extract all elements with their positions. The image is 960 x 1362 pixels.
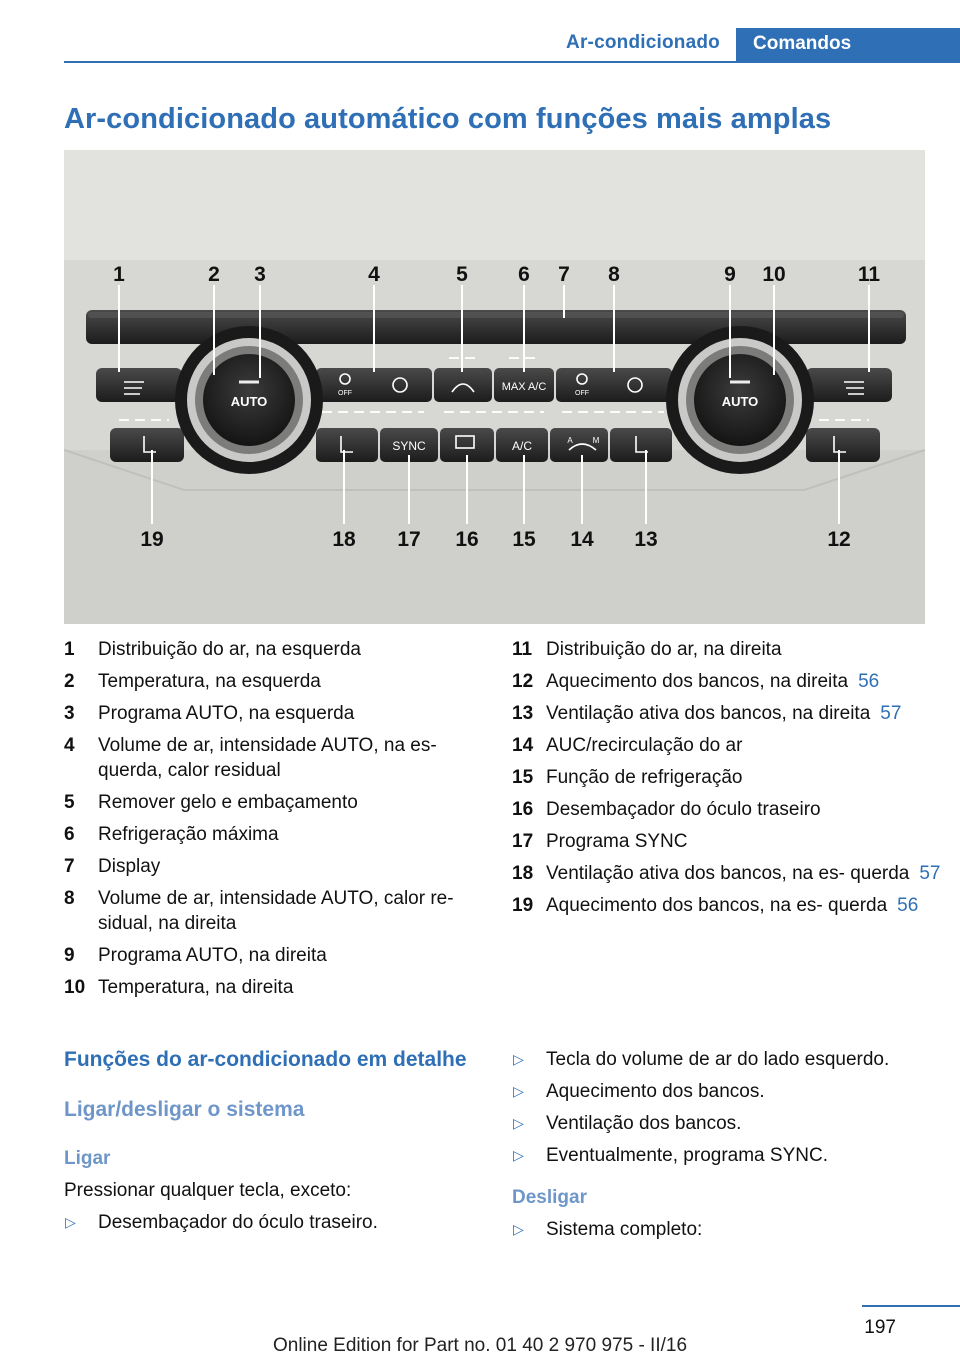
legend-item-18 [512, 861, 942, 886]
header-section-title: Ar-condicionado [566, 32, 720, 53]
legend-text [98, 790, 484, 815]
legend-item-1 [64, 637, 484, 662]
ligar-bullets-right [512, 1047, 942, 1168]
callout-16: 16 [455, 528, 479, 551]
legend-description: Desembaçador do óculo traseiro [546, 799, 821, 820]
callout-3: 3 [254, 263, 266, 286]
section-subheading: Ligar/desligar o sistema [64, 1098, 305, 1121]
callout-11: 11 [857, 263, 881, 286]
page-title: Ar-condicionado automático com funções mais amplas [64, 103, 832, 135]
ligar-bullets-left [64, 1210, 484, 1235]
legend-number: 14 [512, 735, 534, 756]
legend-text [98, 975, 484, 1000]
legend-item-5 [64, 790, 484, 815]
list-item-text: Aquecimento dos bancos. [546, 1081, 765, 1102]
callout-12: 12 [827, 528, 851, 551]
legend-description: Distribuição do ar, na esquerda [98, 639, 361, 660]
callout-15: 15 [512, 528, 536, 551]
callout-6: 6 [518, 263, 530, 286]
callout-4: 4 [368, 263, 380, 286]
callout-13: 13 [634, 528, 658, 551]
sync-label: SYNC [392, 439, 426, 453]
legend-item-12 [512, 669, 942, 694]
header-tab-comandos[interactable]: Comandos [736, 28, 960, 61]
legend-text [546, 669, 942, 694]
legend-description: Temperatura, na esquerda [98, 671, 321, 692]
legend-description: Temperatura, na direita [98, 977, 294, 998]
legend-item-10 [64, 975, 484, 1000]
list-item-text: Desembaçador do óculo traseiro. [98, 1212, 378, 1233]
legend-description: Programa AUTO, na direita [98, 945, 327, 966]
left-auto-label: AUTO [230, 394, 268, 409]
header-rule [64, 61, 960, 63]
list-item [512, 1079, 942, 1104]
legend-number: 16 [512, 799, 534, 820]
legend-text [546, 797, 942, 822]
legend-text [98, 943, 484, 968]
triangle-bullet-icon: ▷ [513, 1051, 524, 1067]
auc-m-label: M [592, 436, 600, 445]
climate-panel-illustration [64, 150, 925, 624]
legend-number: 19 [512, 895, 534, 916]
legend-text [98, 637, 484, 662]
list-item [512, 1111, 942, 1136]
legend-number: 17 [512, 831, 534, 852]
legend-text [98, 854, 484, 879]
climate-panel-figure [64, 150, 925, 624]
callout-5: 5 [456, 263, 468, 286]
legend-item-6 [64, 822, 484, 847]
legend-description: Ventilação ativa dos bancos, na direita [546, 703, 871, 724]
legend-text [546, 637, 942, 662]
legend-description: Display [98, 856, 161, 877]
callout-2: 2 [208, 263, 220, 286]
callout-19: 19 [140, 528, 164, 551]
auc-a-label: A [567, 436, 573, 445]
legend-number: 15 [512, 767, 534, 788]
legend-description: Volume de ar, intensidade AUTO, na es‐ querda, calor residual [98, 735, 437, 781]
page-reference-link[interactable]: 57 [919, 863, 941, 884]
legend-description: Ventilação ativa dos bancos, na es‐ querda [546, 863, 910, 884]
legend-text [546, 733, 942, 758]
legend-text [98, 669, 484, 694]
legend-description: AUC/recirculação do ar [546, 735, 743, 756]
list-item [512, 1217, 942, 1242]
callout-9: 9 [724, 263, 736, 286]
legend-item-3 [64, 701, 484, 726]
ac-label: A/C [511, 439, 533, 453]
legend-item-16 [512, 797, 942, 822]
legend-description: Volume de ar, intensidade AUTO, calor re‐ sidual, na direita [98, 888, 454, 934]
legend-item-7 [64, 854, 484, 879]
right-auto-label: AUTO [721, 394, 759, 409]
legend-description: Programa AUTO, na esquerda [98, 703, 355, 724]
legend-number: 11 [512, 639, 533, 660]
legend-item-2 [64, 669, 484, 694]
legend-number: 12 [512, 671, 534, 692]
section-left-column [64, 1047, 484, 1242]
triangle-bullet-icon: ▷ [65, 1214, 76, 1230]
legend-text [98, 886, 484, 936]
callout-8: 8 [608, 263, 620, 286]
legend-number: 8 [64, 888, 75, 909]
callout-1: 1 [113, 263, 125, 286]
legend-number: 4 [64, 735, 75, 756]
page-reference-link[interactable]: 57 [880, 703, 902, 724]
callout-10: 10 [762, 263, 786, 286]
legend-description: Refrigeração máxima [98, 824, 279, 845]
callout-18: 18 [332, 528, 356, 551]
page-reference-link[interactable]: 56 [897, 895, 919, 916]
list-item [512, 1047, 942, 1072]
triangle-bullet-icon: ▷ [513, 1115, 524, 1131]
triangle-bullet-icon: ▷ [513, 1147, 524, 1163]
legend-text [98, 733, 484, 783]
callout-14: 14 [570, 528, 594, 551]
ligar-heading: Ligar [64, 1148, 111, 1169]
triangle-bullet-icon: ▷ [513, 1221, 524, 1237]
legend-number: 2 [64, 671, 75, 692]
legend-number: 7 [64, 856, 75, 877]
legend-number: 18 [512, 863, 534, 884]
legend-item-9 [64, 943, 484, 968]
list-item [512, 1143, 942, 1168]
legend-description: Programa SYNC [546, 831, 688, 852]
page-header [0, 28, 960, 64]
legend-number: 10 [64, 977, 86, 998]
legend-text [546, 765, 942, 790]
legend-item-15 [512, 765, 942, 790]
legend-left-column [64, 637, 484, 1007]
left-fan-off-label: OFF [338, 390, 352, 397]
legend-text [98, 822, 484, 847]
legend-description: Aquecimento dos bancos, na direita [546, 671, 849, 692]
legend-text [546, 861, 942, 886]
legend-number: 3 [64, 703, 75, 724]
legend-item-13 [512, 701, 942, 726]
legend-number: 9 [64, 945, 75, 966]
legend-text [98, 701, 484, 726]
legend-number: 5 [64, 792, 75, 813]
footer-rule [862, 1305, 960, 1307]
legend-number: 13 [512, 703, 534, 724]
list-item-text: Ventilação dos bancos. [546, 1113, 742, 1134]
legend-description: Remover gelo e embaçamento [98, 792, 358, 813]
legend-description: Função de refrigeração [546, 767, 743, 788]
legend-item-17 [512, 829, 942, 854]
triangle-bullet-icon: ▷ [513, 1083, 524, 1099]
desligar-heading: Desligar [512, 1187, 587, 1208]
legend-text [546, 829, 942, 854]
legend-text [546, 701, 942, 726]
section-right-column [512, 1047, 942, 1249]
ligar-text: Pressionar qualquer tecla, exceto: [64, 1180, 352, 1201]
legend-item-8 [64, 886, 484, 936]
legend-number: 1 [64, 639, 75, 660]
legend-text [546, 893, 942, 918]
legend-right-column [512, 637, 942, 925]
page-number: 197 [864, 1317, 896, 1338]
list-item-text: Eventualmente, programa SYNC. [546, 1145, 828, 1166]
list-item-text: Tecla do volume de ar do lado esquerdo. [546, 1049, 890, 1070]
legend-number: 6 [64, 824, 75, 845]
legend-description: Aquecimento dos bancos, na es‐ querda [546, 895, 888, 916]
legend-item-14 [512, 733, 942, 758]
page-reference-link[interactable]: 56 [858, 671, 880, 692]
callout-7: 7 [558, 263, 570, 286]
desligar-bullets [512, 1217, 942, 1242]
right-fan-off-label: OFF [575, 390, 589, 397]
section-heading: Funções do ar-condicionado em detalhe [64, 1048, 467, 1071]
callout-17: 17 [397, 528, 421, 551]
list-item [64, 1210, 484, 1235]
legend-item-19 [512, 893, 942, 918]
max-ac-label: MAX A/C [501, 381, 547, 393]
legend-item-11 [512, 637, 942, 662]
edition-note: Online Edition for Part no. 01 40 2 970 975 - II/16 [272, 1335, 688, 1356]
legend-description: Distribuição do ar, na direita [546, 639, 782, 660]
list-item-text: Sistema completo: [546, 1219, 703, 1240]
legend-item-4 [64, 733, 484, 783]
